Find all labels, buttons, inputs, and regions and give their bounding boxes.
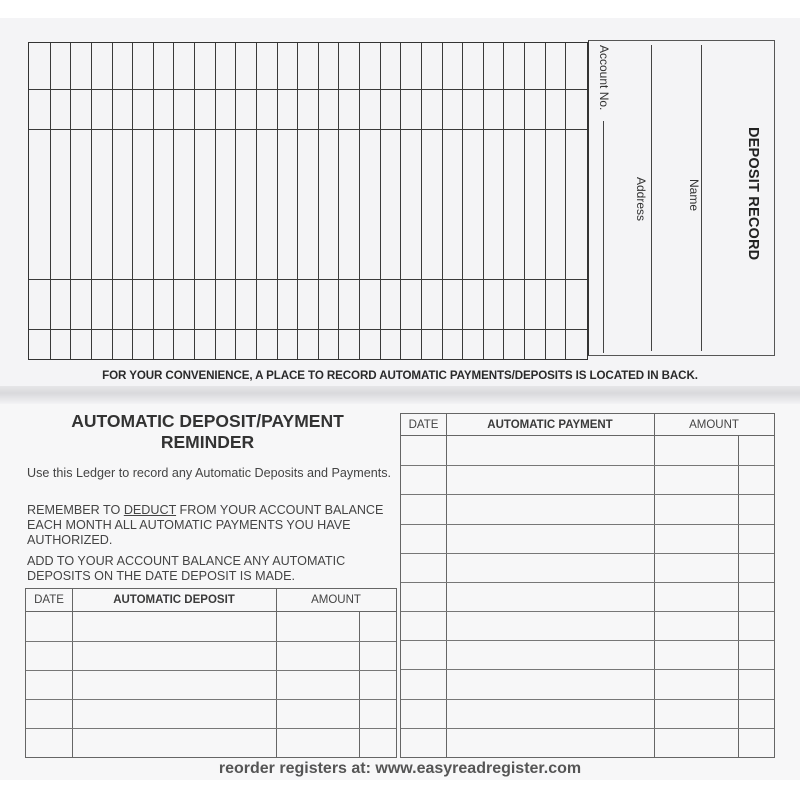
- deposit-record-panel: [588, 40, 775, 356]
- payment-table-header: [401, 414, 774, 436]
- convenience-note: FOR YOUR CONVENIENCE, A PLACE TO RECORD AUTOMATIC PAYMENTS/DEPOSITS IS LOCATED IN BACK.: [102, 369, 698, 382]
- register-column-line: [503, 43, 504, 359]
- automatic-payment-table: [400, 413, 775, 758]
- register-column-line: [194, 43, 195, 359]
- automatic-deposit-table: [25, 588, 397, 758]
- register-column-line: [215, 43, 216, 359]
- register-column-line: [442, 43, 443, 359]
- payment-entry-row[interactable]: [401, 728, 774, 757]
- deposit-table-header: [26, 589, 396, 612]
- payment-entry-row[interactable]: [401, 582, 774, 611]
- address-label: Address: [634, 177, 648, 222]
- register-column-line: [359, 43, 360, 359]
- page-fold: [0, 386, 800, 404]
- register-column-line: [400, 43, 401, 359]
- register-column-line: [565, 43, 566, 359]
- deposit-entry-row[interactable]: [26, 699, 396, 728]
- payment-entry-row[interactable]: [401, 669, 774, 698]
- payment-date-header: DATE: [408, 419, 439, 431]
- register-column-line: [380, 43, 381, 359]
- register-column-line: [256, 43, 257, 359]
- payment-entry-row[interactable]: [401, 699, 774, 728]
- deposit-record-title: DEPOSIT RECORD: [745, 127, 761, 261]
- register-row-line: [29, 279, 587, 280]
- register-column-line: [153, 43, 154, 359]
- payment-entry-row[interactable]: [401, 465, 774, 494]
- register-column-line: [50, 43, 51, 359]
- name-field[interactable]: [701, 45, 702, 351]
- register-column-line: [91, 43, 92, 359]
- reminder-add-note: ADD TO YOUR ACCOUNT BALANCE ANY AUTOMATIC DEPOSITS ON THE DATE DEPOSIT IS MADE.: [27, 554, 346, 583]
- name-label: Name: [687, 179, 701, 212]
- deposit-entry-row[interactable]: [26, 612, 396, 641]
- register-column-line: [297, 43, 298, 359]
- reorder-link[interactable]: reorder registers at: www.easyreadregister.com: [218, 760, 582, 777]
- register-column-line: [483, 43, 484, 359]
- register-column-line: [235, 43, 236, 359]
- register-row-line: [29, 89, 587, 90]
- register-column-line: [132, 43, 133, 359]
- payment-entry-row[interactable]: [401, 640, 774, 669]
- deduct-suffix: FROM YOUR ACCOUNT BALANCE EACH MONTH ALL AUTOMATIC PAYMENTS YOU HAVE AUTHORIZED.: [27, 503, 384, 547]
- register-column-line: [338, 43, 339, 359]
- payment-amount-header: AMOUNT: [689, 419, 739, 431]
- payment-entry-row[interactable]: [401, 436, 774, 465]
- transaction-register-grid: [28, 42, 588, 360]
- deposit-description-header: AUTOMATIC DEPOSIT: [113, 594, 235, 606]
- payment-entry-row[interactable]: [401, 524, 774, 553]
- register-column-line: [462, 43, 463, 359]
- reminder-intro: Use this Ledger to record any Automatic Deposits and Payments.: [27, 466, 392, 480]
- register-column-line: [524, 43, 525, 359]
- payment-entry-row[interactable]: [401, 611, 774, 640]
- payment-entry-row[interactable]: [401, 494, 774, 523]
- reminder-title-line1: AUTOMATIC DEPOSIT/PAYMENT: [71, 411, 344, 431]
- account-no-field[interactable]: [603, 121, 604, 353]
- deduct-prefix: REMEMBER TO: [27, 503, 124, 517]
- payment-description-header: AUTOMATIC PAYMENT: [487, 419, 613, 431]
- deposit-entry-row[interactable]: [26, 728, 396, 757]
- register-column-line: [173, 43, 174, 359]
- reminder-title-line2: REMINDER: [160, 432, 255, 452]
- address-field[interactable]: [651, 45, 652, 351]
- register-row-line: [29, 129, 587, 130]
- deposit-entry-row[interactable]: [26, 670, 396, 699]
- register-column-line: [545, 43, 546, 359]
- deposit-date-header: DATE: [34, 594, 64, 606]
- register-column-line: [277, 43, 278, 359]
- register-row-line: [29, 329, 587, 330]
- deposit-amount-header: AMOUNT: [311, 594, 361, 606]
- account-no-label: Account No.: [597, 45, 611, 111]
- register-column-line: [421, 43, 422, 359]
- deposit-entry-row[interactable]: [26, 641, 396, 670]
- register-column-line: [318, 43, 319, 359]
- reminder-title: [20, 411, 395, 453]
- register-column-line: [70, 43, 71, 359]
- deduct-word: DEDUCT: [123, 503, 177, 517]
- reminder-deduct-note: [27, 503, 397, 548]
- register-column-line: [112, 43, 113, 359]
- payment-entry-row[interactable]: [401, 553, 774, 582]
